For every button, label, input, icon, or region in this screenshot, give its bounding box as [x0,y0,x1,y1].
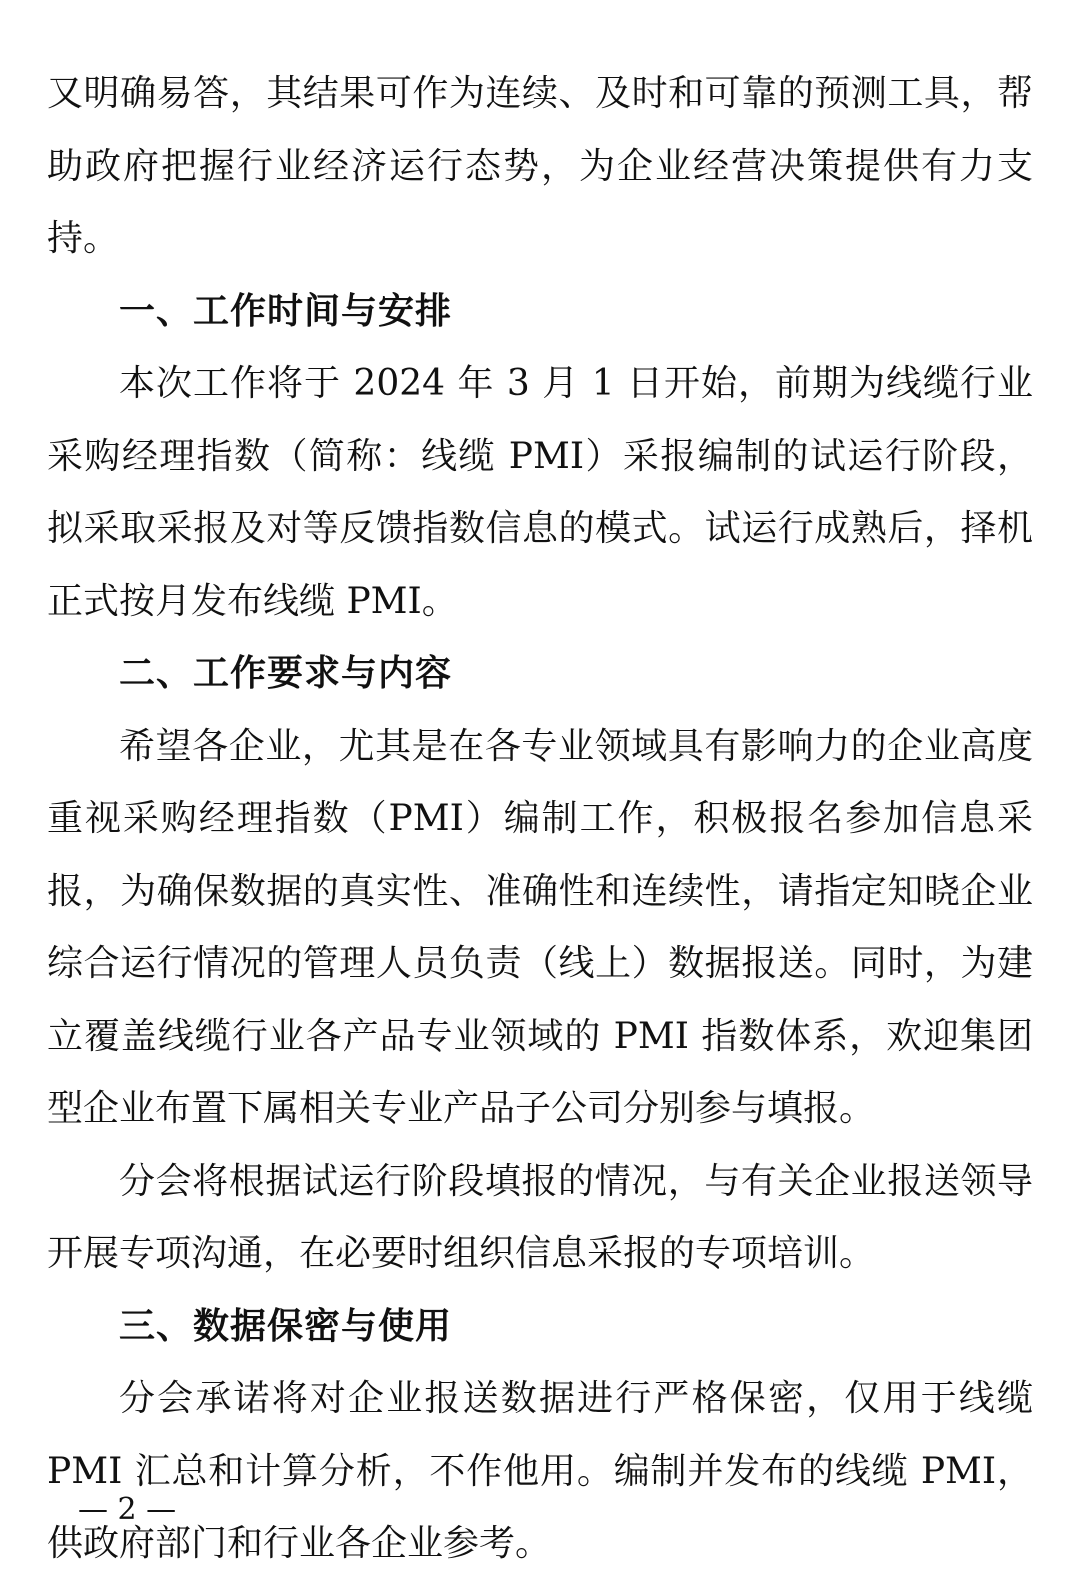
paragraph-confidentiality: 分会承诺将对企业报送数据进行严格保密，仅用于线缆 PMI 汇总和计算分析，不作他用。编制并发布的线缆 PMI，供政府部门和行业各企业参考。 [47,1378,1033,1564]
paragraph-schedule: 本次工作将于 2024 年 3 月 1 日开始，前期为线缆行业采购经理指数（简称：线缆 PMI）采报编制的试运行阶段，拟采取采报及对等反馈指数信息的模式。试运行成熟后，择机正式按月发布线缆 PMI。 [47,363,1033,622]
section-heading-confidentiality: 三、数据保密与使用 [119,1305,453,1347]
section-heading-requirements: 二、工作要求与内容 [119,653,453,694]
section-heading-schedule: 一、工作时间与安排 [119,290,453,332]
paragraph-training: 分会将根据试运行阶段填报的情况，与有关企业报送领导开展专项沟通，在必要时组织信息采报的专项培训。 [47,1160,1033,1274]
document-body [47,58,1033,1581]
paragraph-requirements: 希望各企业，尤其是在各专业领域具有影响力的企业高度重视采购经理指数（PMI）编制工作，积极报名参加信息采报，为确保数据的真实性、准确性和连续性，请指定知晓企业综合运行情况的管理人员负责（线上）数据报送。同时，为建立覆盖线缆行业各产品专业领域的 PMI 指数体系，欢迎集团型企业布置下属相关专业产品子公司分别参与填报。 [47,725,1033,1129]
page-number: — 2 — [78,1492,177,1527]
paragraph-intro-continuation: 又明确易答，其结果可作为连续、及时和可靠的预测工具，帮助政府把握行业经济运行态势，为企业经营决策提供有力支持。 [47,73,1033,259]
